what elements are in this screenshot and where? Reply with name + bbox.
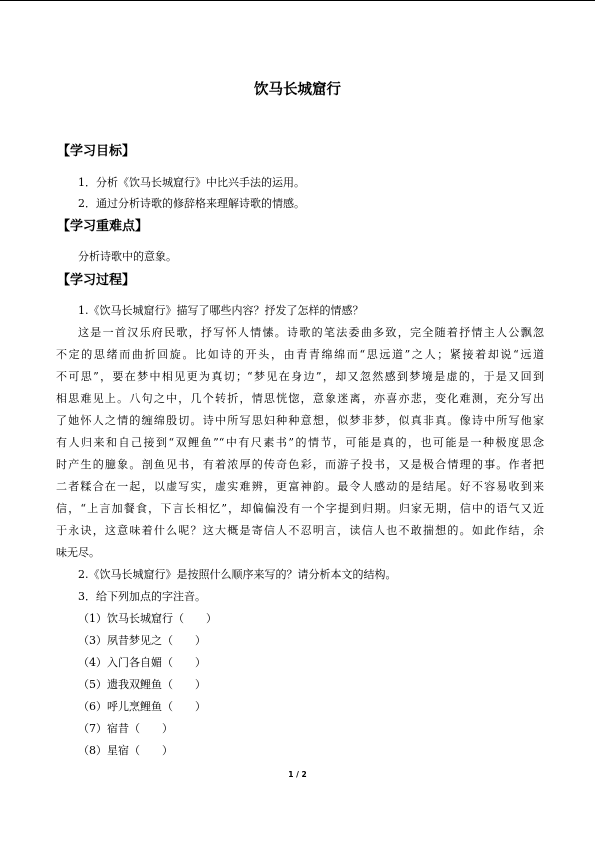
answer-line: 时产生的臆象。剖鱼见书，有着浓厚的传奇色彩，而游子投书，又是极合情理的事。作者把 [56,458,544,471]
objective-item-2: 2．通过分析诗歌的修辞格来理解诗歌的情感。 [78,197,305,210]
pinyin-item: （6）呼儿烹鲤鱼（ ） [78,700,206,713]
answer-line: 不定的思绪而曲折回旋。比如诗的开头，由青青绵绵而“思远道”之人；紧接着却说“远道 [56,348,544,361]
section-heading-key-points: 【学习重难点】 [57,219,149,234]
question-3: 3．给下列加点的字注音。 [78,590,206,603]
answer-line: 信，“上言加餐食，下言长相忆”，却偏偏没有一个字提到归期。归家无期，信中的语气又近 [56,502,544,515]
key-points-text: 分析诗歌中的意象。 [78,250,177,263]
question-1: 1.《饮马长城窟行》描写了哪些内容？抒发了怎样的情感？ [78,304,364,317]
pinyin-item: （7）宿昔（ ） [78,722,173,735]
answer-line: 这是一首汉乐府民歌，抒写怀人情愫。诗歌的笔法委曲多致，完全随着抒情主人公飘忽 [78,326,544,339]
question-2: 2.《饮马长城窟行》是按照什么顺序来写的？请分析本文的结构。 [78,568,397,581]
answer-line: 味无尽。 [56,546,100,559]
answer-line: 有人归来和自己接到“双鲤鱼”“中有尺素书”的情节，可能是真的，也可能是一种极度思念 [56,436,544,449]
pinyin-item: （1）饮马长城窟行（ ） [78,612,217,625]
page-title: 饮马长城窟行 [254,82,341,98]
pinyin-item: （5）遗我双鲤鱼（ ） [78,678,206,691]
pinyin-item: （4）入门各自媚（ ） [78,656,206,669]
answer-line: 了她怀人之情的缠绵殷切。诗中所写思妇种种意想，似梦非梦，似真非真。像诗中所写他家 [56,414,544,427]
answer-line: 二者糅合在一起，以虚写实，虚实难辨，更富神韵。最令人感动的是结尾。好不容易收到来 [56,480,544,493]
page-number: 1 / 2 [288,770,307,779]
pinyin-item: （8）星宿（ ） [78,744,173,757]
pinyin-item: （3）夙昔梦见之（ ） [78,634,206,647]
section-heading-objectives: 【学习目标】 [57,144,136,159]
section-heading-process: 【学习过程】 [57,273,136,288]
answer-line: 不可思”，要在梦中相见更为真切；“梦见在身边”，却又忽然感到梦境是虚的，于是又回到 [56,370,544,383]
answer-line: 于永诀，这意味着什么呢？这大概是寄信人不忍明言，读信人也不敢揣想的。如此作结，余 [56,524,544,537]
header-rule [0,0,595,1]
objective-item-1: 1．分析《饮马长城窟行》中比兴手法的运用。 [78,176,305,189]
answer-line: 相思难见上。八句之中，几个转折，情思恍惚，意象迷离，亦喜亦悲，变化难测，充分写出 [56,392,544,405]
